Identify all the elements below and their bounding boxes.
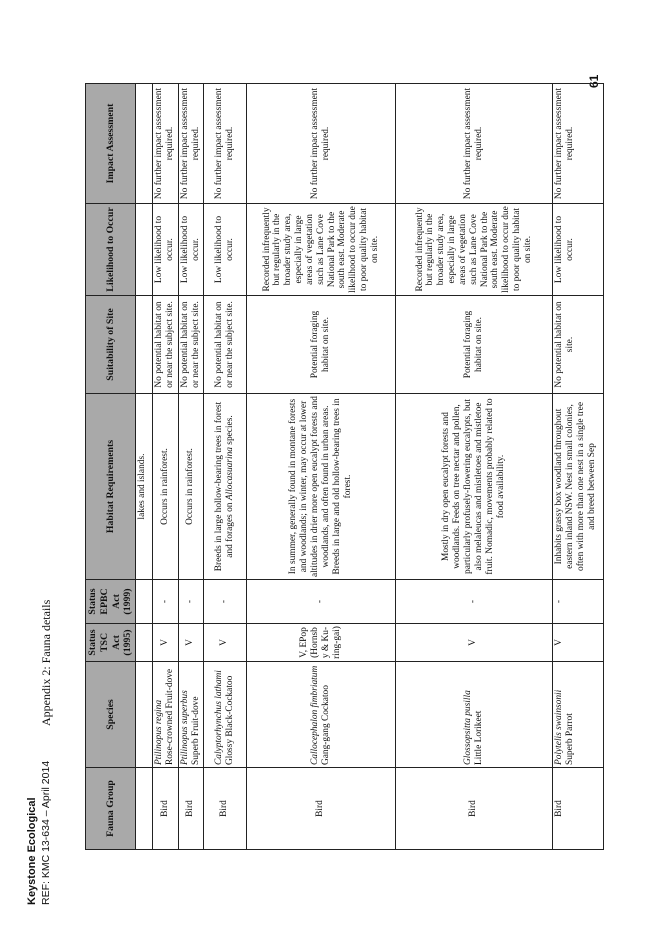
- cell-species: [153, 662, 179, 768]
- cell-epbc: [136, 580, 153, 624]
- table-header-row: [86, 84, 136, 850]
- cell-epbc: -: [553, 580, 604, 624]
- table-row: [204, 84, 247, 850]
- species-scientific-name: Polytelis swainsonii: [554, 689, 565, 765]
- cell-impact: No further impact assessment required.: [553, 84, 604, 204]
- cell-habitat: Mostly in dry open eucalypt forests and woodlands. Feeds on tree nectar and pollen, particularly profusely-flowering eucalypts, but also melaleucas and mistletoes and mistletoe fruit. Nomadic, movements probably related to food availability.: [396, 394, 553, 580]
- cell-epbc: -: [153, 580, 179, 624]
- cell-tsc: V: [553, 624, 604, 662]
- cell-likelihood: Low likelihood to occur.: [153, 204, 179, 296]
- col-header-tsc-status: Status TSC Act (1995): [86, 624, 136, 662]
- species-common-name: Superb Parrot: [565, 713, 576, 765]
- cell-group: Bird: [553, 768, 604, 850]
- species-scientific-name: Glossopsitta pusilla: [462, 690, 473, 765]
- cell-epbc: -: [178, 580, 204, 624]
- footer-reference: REF: KMC 13-634 – April 2014: [40, 760, 52, 905]
- fauna-table-container: [85, 84, 598, 850]
- cell-tsc: V: [153, 624, 179, 662]
- page-number: 61: [587, 74, 601, 88]
- table-row: [178, 84, 204, 850]
- cell-likelihood: Low likelihood to occur.: [178, 204, 204, 296]
- page-footer: [25, 605, 69, 905]
- cell-group: Bird: [153, 768, 179, 850]
- cell-suitability: No potential habitat on or near the subject site.: [204, 296, 247, 394]
- cell-habitat: Occurs in rainforest.: [153, 394, 179, 580]
- col-header-suitability: Suitability of Site: [86, 296, 136, 394]
- habitat-genus-name: Allocasuarina: [225, 447, 236, 501]
- cell-likelihood: Low likelihood to occur.: [204, 204, 247, 296]
- cell-species: [553, 662, 604, 768]
- cell-suitability: No potential habitat on or near the subject site.: [153, 296, 179, 394]
- cell-epbc: -: [204, 580, 247, 624]
- cell-suitability: No potential habitat on site.: [553, 296, 604, 394]
- cell-likelihood: Recorded infrequently but regularly in the broader study area, especially in large areas of vegetation such as Lane Cove National Park to the south east. Moderate likelihood to occur due to poor quality habitat on site.: [247, 204, 396, 296]
- table-row: [247, 84, 396, 850]
- cell-habitat: In summer, generally found in montane forests and woodlands; in winter, may occur at lower altitudes in drier more open eucalypt forests and woodlands, and often found in urban areas. Breeds in large and old hollow-bearing trees in forest.: [247, 394, 396, 580]
- cell-suitability: [136, 296, 153, 394]
- cell-impact: No further impact assessment required.: [204, 84, 247, 204]
- species-scientific-name: Callocephalon fimbriatum: [309, 665, 320, 765]
- cell-group: [136, 768, 153, 850]
- species-common-name: Little Lorikeet: [474, 710, 485, 765]
- cell-habitat: Inhabits grassy box woodland throughout eastern inland NSW. Nest in small colonies, often with more than one nest in a single tree and breed between Sep: [553, 394, 604, 580]
- cell-species: [204, 662, 247, 768]
- cell-habitat: [204, 394, 247, 580]
- habitat-text-end: species.: [225, 415, 236, 448]
- cell-group: Bird: [204, 768, 247, 850]
- cell-impact: No further impact assessment required.: [247, 84, 396, 204]
- cell-epbc: -: [396, 580, 553, 624]
- table-row: [553, 84, 604, 850]
- cell-group: Bird: [247, 768, 396, 850]
- col-header-habitat: Habitat Requirements: [86, 394, 136, 580]
- cell-suitability: Potential foraging habitat on site.: [247, 296, 396, 394]
- cell-group: Bird: [396, 768, 553, 850]
- table-row: [396, 84, 553, 850]
- cell-suitability: No potential habitat on or near the subject site.: [178, 296, 204, 394]
- footer-company: Keystone Ecological: [26, 797, 38, 905]
- cell-suitability: Potential foraging habitat on site.: [396, 296, 553, 394]
- species-scientific-name: Calyptorhynchus lathami: [213, 670, 224, 765]
- table-row-continuation: [136, 84, 153, 850]
- col-header-impact: Impact Assessment: [86, 84, 136, 204]
- cell-group: Bird: [178, 768, 204, 850]
- cell-tsc: V: [396, 624, 553, 662]
- col-header-fauna-group: Fauna Group: [86, 768, 136, 850]
- table-row: [153, 84, 179, 850]
- species-scientific-name: Ptilinopus regina: [154, 699, 164, 765]
- fauna-table: [85, 83, 604, 850]
- species-common-name: Superb Fruit-dove: [190, 696, 201, 765]
- appendix-heading: Appendix 2: Fauna details: [39, 599, 53, 726]
- cell-likelihood: [136, 204, 153, 296]
- habitat-text: Breeds in large hollow-bearing trees in forest and forages on: [214, 401, 236, 572]
- cell-impact: No further impact assessment required.: [153, 84, 179, 204]
- col-header-likelihood: Likelihood to Occur: [86, 204, 136, 296]
- cell-species: [136, 662, 153, 768]
- cell-tsc: V: [178, 624, 204, 662]
- species-common-name: Gang-gang Cockatoo: [321, 685, 332, 765]
- cell-impact: No further impact assessment required.: [178, 84, 204, 204]
- cell-epbc: -: [247, 580, 396, 624]
- cell-tsc: V: [204, 624, 247, 662]
- col-header-species: Species: [86, 662, 136, 768]
- cell-tsc: [136, 624, 153, 662]
- col-header-epbc-status: Status EPBC Act (1999): [86, 580, 136, 624]
- cell-habitat: Occurs in rainforest.: [178, 394, 204, 580]
- cell-likelihood: Low likelihood to occur.: [553, 204, 604, 296]
- cell-impact: [136, 84, 153, 204]
- cell-impact: No further impact assessment required.: [396, 84, 553, 204]
- cell-tsc: V, EPop (Hornsby & Ku-ring-gai): [247, 624, 396, 662]
- species-common-name: Rose-crowned Fruit-dove: [165, 668, 176, 765]
- species-common-name: Glossy Black-Cockatoo: [225, 675, 236, 765]
- cell-habitat: lakes and islands.: [136, 394, 153, 580]
- species-scientific-name: Ptilinopus superbus: [179, 690, 190, 765]
- cell-likelihood: Recorded infrequently but regularly in the broader study area, especially in large areas of vegetation such as Lane Cove National Park to the south east. Moderate likelihood to occur due to poor quality habitat on site.: [396, 204, 553, 296]
- cell-species: [396, 662, 553, 768]
- cell-species: [247, 662, 396, 768]
- cell-species: [178, 662, 204, 768]
